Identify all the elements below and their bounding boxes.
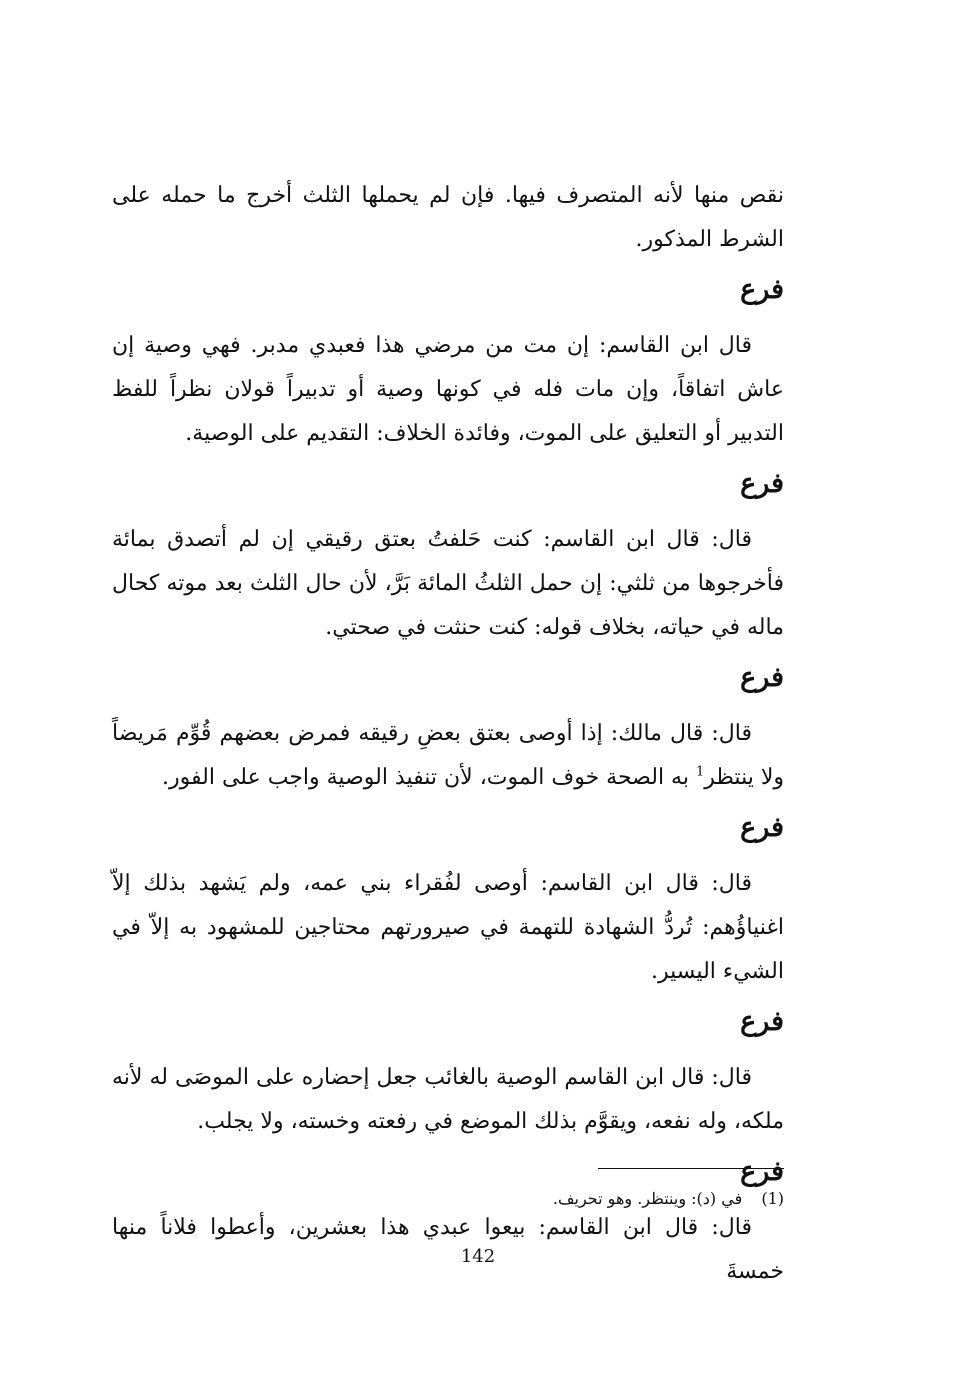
paragraph: [112, 712, 784, 800]
paragraph-text: قال: قال ابن القاسم: بيعوا عبدي هذا بعشرين، وأعطوا فلاناً منها خمسةَ: [112, 1215, 784, 1284]
page-number: 142: [460, 1246, 496, 1267]
main-text: [112, 174, 784, 1294]
footnote-reference: 1: [695, 764, 705, 780]
footnote-number: (1): [761, 1189, 784, 1208]
heading-text: فرع: [740, 1156, 784, 1187]
section-heading: [112, 800, 784, 862]
paragraph-text: نقص منها لأنه المتصرف فيها. فإن لم يحملها الثلث أخرج ما حمله على الشرط المذكور.: [112, 183, 784, 252]
paragraph: [112, 324, 784, 456]
heading-text: فرع: [740, 1006, 784, 1037]
section-heading: [112, 262, 784, 324]
section-heading: [112, 650, 784, 712]
footnote-divider: [598, 1168, 784, 1169]
paragraph-text: قال: قال مالك: إذا أوصى بعتق بعضِ رقيقه فمرض بعضهم قُوِّم مَريضاً ولا ينتظر: [112, 721, 784, 790]
paragraph: [112, 862, 784, 994]
paragraph: [112, 174, 784, 262]
heading-text: فرع: [740, 662, 784, 693]
paragraph: [112, 1056, 784, 1144]
paragraph-text: قال: قال ابن القاسم الوصية بالغائب جعل إحضاره على الموصَى له لأنه ملكه، وله نفعه، ويقوَّم بذلك الموضع في رفعته وخسته، ولا يجلب.: [112, 1065, 784, 1134]
paragraph-text: قال: قال ابن القاسم: كنت حَلفتُ بعتق رقيقي إن لم أتصدق بمائة فأخرجوها من ثلثي: إن حمل الثلثُ المائة بَرَّ، لأن حال الثلث بعد موته كحال ماله في حياته، بخلاف قوله: كنت حنثت في صحتي.: [112, 527, 784, 640]
paragraph: [112, 518, 784, 650]
heading-text: فرع: [740, 812, 784, 843]
paragraph-text: قال ابن القاسم: إن مت من مرضي هذا فعبدي مدبر. فهي وصية إن عاش اتفاقاً، وإن مات فله في كونها وصية أو تدبيراً قولان نظراً للفظ التدبير أو التعليق على الموت، وفائدة الخلاف: التقديم على الوصية.: [112, 333, 784, 446]
heading-text: فرع: [740, 274, 784, 305]
paragraph-text-continued: به الصحة خوف الموت، لأن تنفيذ الوصية واجب على الفور.: [162, 765, 696, 790]
heading-text: فرع: [740, 468, 784, 499]
footnote: [412, 1186, 784, 1212]
paragraph-text: قال: قال ابن القاسم: أوصى لفُقراء بني عمه، ولم يَشهد بذلك إلاّ اغنياؤُهم: تُردُّ الشهادة للتهمة في صيرورتهم محتاجين للمشهود به إلاّ في الشيء اليسير.: [112, 871, 784, 984]
section-heading: [112, 994, 784, 1056]
footnote-text: في (د): وينتظر. وهو تحريف.: [552, 1189, 743, 1208]
section-heading: [112, 456, 784, 518]
